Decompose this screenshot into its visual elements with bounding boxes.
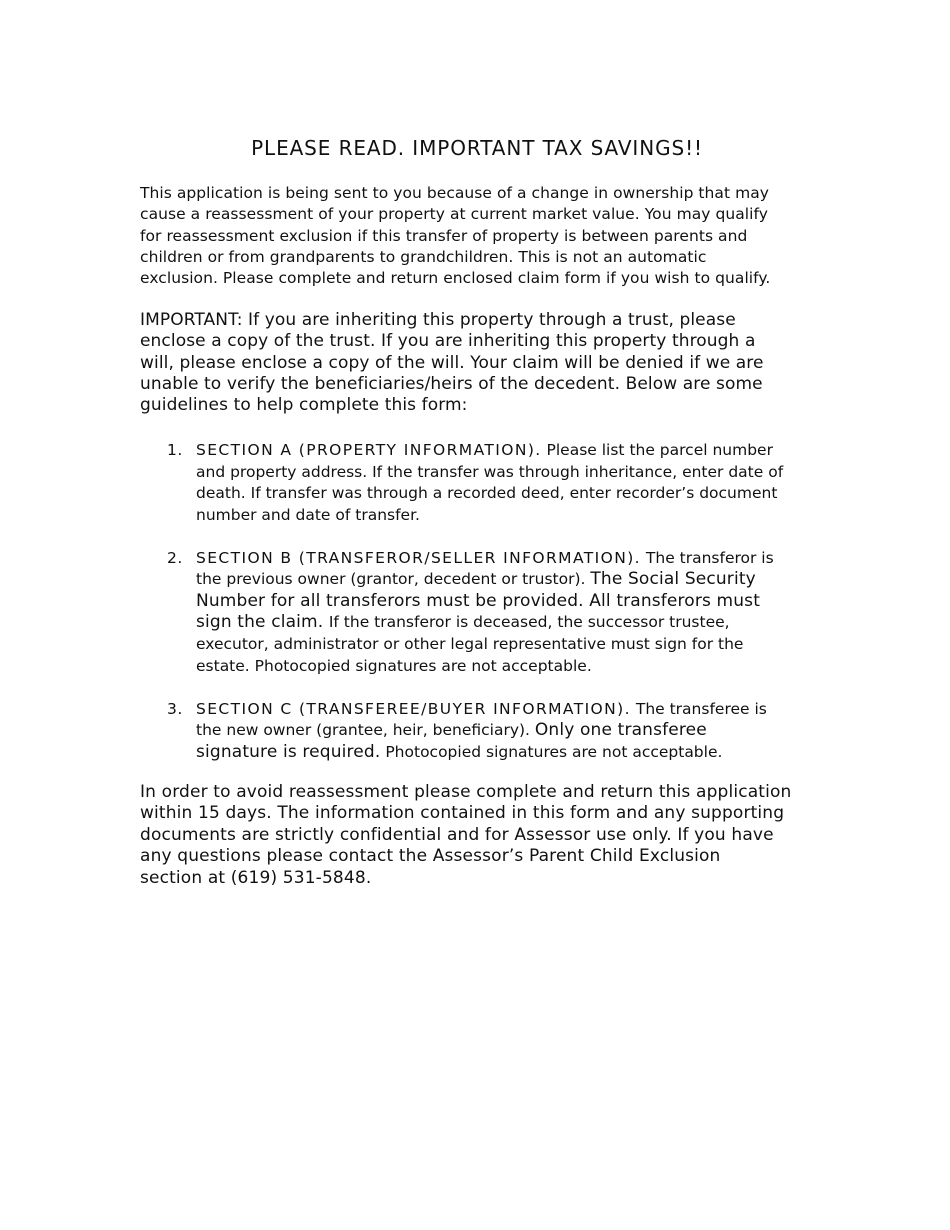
list-line: death. If transfer was through a recorded deed, enter recorder’s document — [196, 484, 778, 503]
important-line: IMPORTANT: If you are inheriting this property through a trust, please — [140, 310, 736, 330]
section-name: SECTION B (TRANSFEROR/SELLER INFORMATION). — [196, 548, 641, 567]
section-text: The transferee is — [630, 699, 767, 718]
list-line: executor, administrator or other legal representative must sign for the — [196, 635, 744, 654]
intro-line: cause a reassessment of your property at current market value. You may qualify — [140, 205, 768, 224]
intro-line: This application is being sent to you because of a change in ownership that may — [140, 184, 770, 202]
section-name: SECTION A (PROPERTY INFORMATION). — [196, 441, 542, 459]
page-title: PLEASE READ. IMPORTANT TAX SAVINGS!! — [251, 136, 703, 160]
section-text: Only one transferee — [534, 720, 707, 741]
list-item-section-b — [140, 548, 783, 678]
section-text: Please list the parcel number — [541, 441, 773, 459]
important-line: will, please enclose a copy of the will. Your claim will be denied if we are — [140, 352, 764, 373]
list-line — [196, 742, 783, 764]
important-line: enclose a copy of the trust. If you are inheriting this property through a — [140, 331, 756, 352]
section-text: If the transferor is deceased, the successor trustee, — [328, 613, 730, 632]
closing-line: any questions please contact the Assessor’s Parent Child Exclusion — [140, 846, 721, 867]
section-text: The transferor is — [640, 548, 774, 567]
intro-line: exclusion. Please complete and return enclosed claim form if you wish to qualify. — [140, 269, 771, 288]
list-line — [196, 548, 783, 570]
closing-paragraph — [140, 782, 791, 889]
closing-line: In order to avoid reassessment please complete and return this application — [140, 782, 792, 802]
list-item-section-a — [140, 440, 783, 526]
guidelines-list — [140, 440, 783, 785]
list-line: estate. Photocopied signatures are not acceptable. — [196, 656, 592, 675]
closing-line: section at (619) 531-5848. — [140, 867, 372, 888]
section-name: SECTION C (TRANSFEREE/BUYER INFORMATION). — [196, 699, 631, 718]
section-text: signature is required. — [196, 741, 381, 762]
list-line: Number for all transferors must be provided. All transferors must — [196, 590, 761, 611]
closing-line: within 15 days. The information contained in this form and any supporting — [140, 803, 785, 824]
section-text: Photocopied signatures are not acceptable. — [380, 742, 723, 761]
intro-line: children or from grandparents to grandchildren. This is not an automatic — [140, 247, 707, 266]
list-line — [196, 699, 783, 721]
section-text: the previous owner (grantor, decedent or trustor). — [196, 570, 591, 589]
section-text: the new owner (grantee, heir, beneficiary). — [196, 721, 535, 740]
closing-line: documents are strictly confidential and for Assessor use only. If you have — [140, 824, 774, 845]
important-paragraph — [140, 310, 764, 416]
list-line: and property address. If the transfer was through inheritance, enter date of — [196, 462, 784, 481]
important-line: unable to verify the beneficiaries/heirs of the decedent. Below are some — [140, 373, 763, 394]
intro-paragraph — [140, 183, 770, 289]
list-number: 3. — [167, 699, 183, 718]
list-line — [196, 440, 783, 462]
list-item-section-c — [140, 699, 783, 764]
list-line — [196, 612, 783, 634]
list-number: 2. — [167, 548, 183, 567]
list-line — [196, 720, 783, 742]
section-text: sign the claim. — [196, 612, 329, 633]
section-text: The Social Security — [590, 569, 756, 590]
list-line: number and date of transfer. — [196, 505, 420, 524]
list-number: 1. — [167, 441, 183, 459]
list-line — [196, 569, 783, 591]
important-line: guidelines to help complete this form: — [140, 395, 468, 416]
intro-line: for reassessment exclusion if this transfer of property is between parents and — [140, 226, 748, 245]
